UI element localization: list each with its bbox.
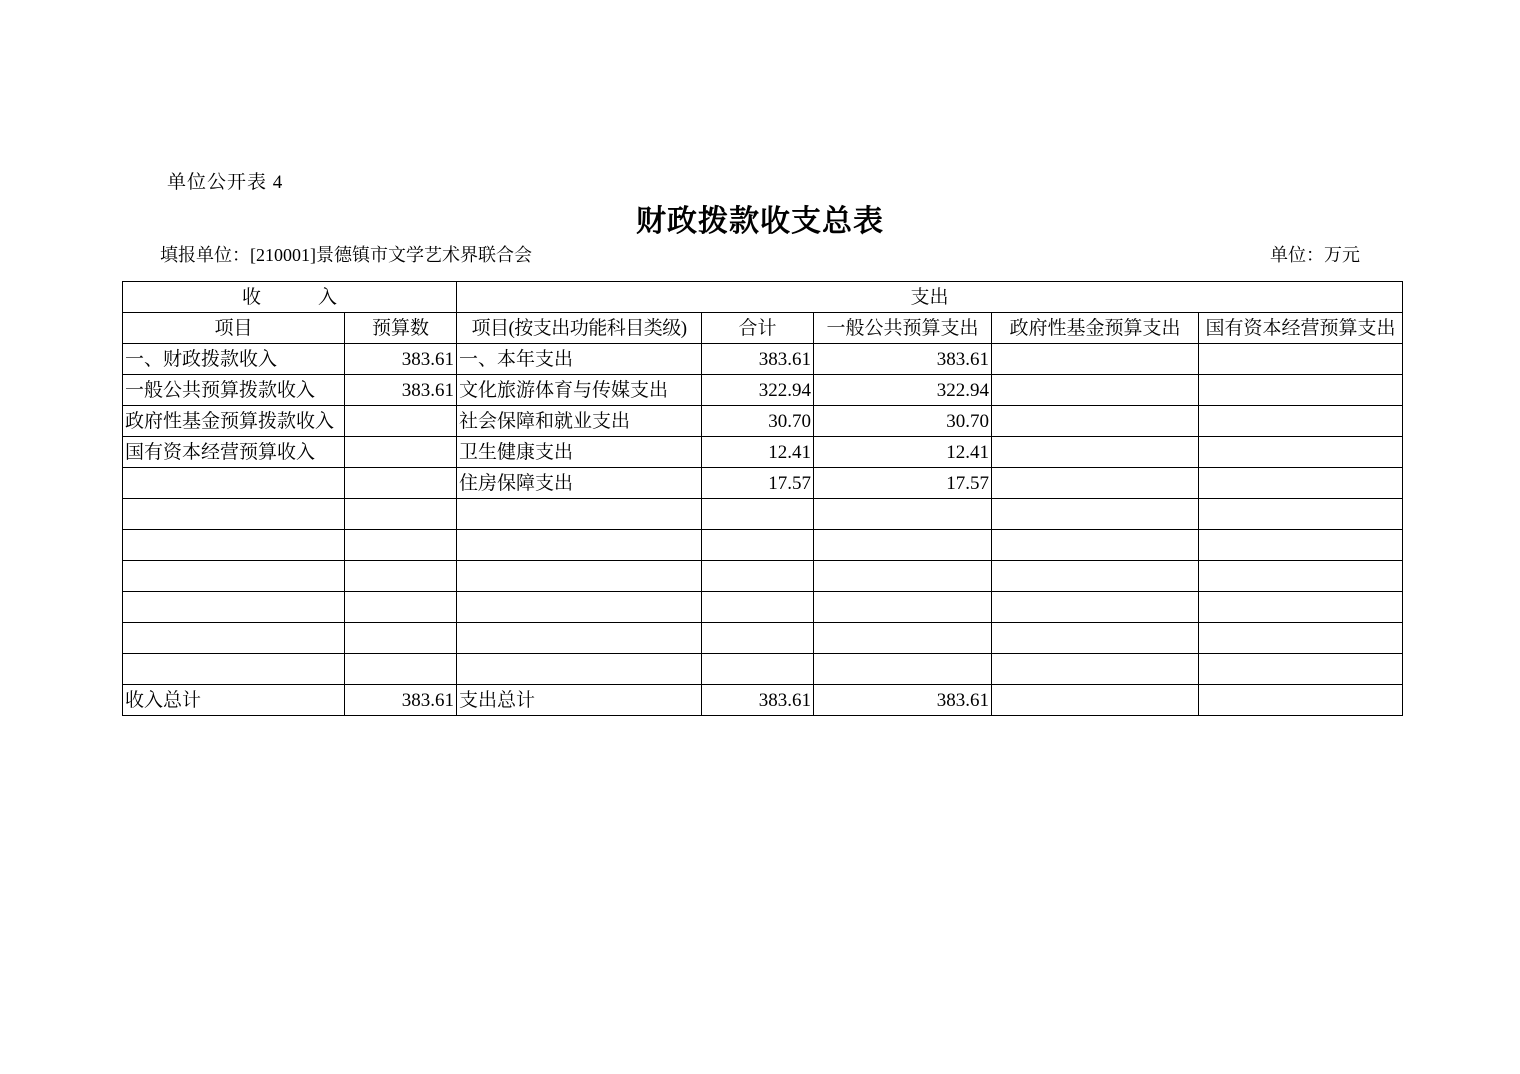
- cell-income-item: [123, 592, 345, 623]
- cell-expense-total-label: 支出总计: [457, 685, 702, 716]
- table-row: [123, 499, 1403, 530]
- cell-expense-total: 30.70: [702, 406, 814, 437]
- table-row: [123, 592, 1403, 623]
- cell-expense-item: [457, 654, 702, 685]
- section-header-row: [123, 282, 1403, 313]
- reporting-unit: 填报单位：[210001]景德镇市文学艺术界联合会: [160, 245, 532, 265]
- col-header-general-public-expense: 一般公共预算支出: [814, 313, 992, 344]
- table-row: [123, 530, 1403, 561]
- unit-note: 单位：万元: [1270, 245, 1360, 265]
- cell-income-total-value: 383.61: [345, 685, 457, 716]
- cell-state-capital-expense: [1199, 561, 1403, 592]
- cell-gov-fund-expense: [992, 499, 1199, 530]
- cell-income-item: [123, 561, 345, 592]
- cell-expense-item: [457, 561, 702, 592]
- table-total-row: [123, 685, 1403, 716]
- cell-expense-total: [702, 499, 814, 530]
- col-header-gov-fund-expense: 政府性基金预算支出: [992, 313, 1199, 344]
- cell-expense-item: [457, 623, 702, 654]
- col-header-income-item: 项目: [123, 313, 345, 344]
- cell-income-budget: [345, 623, 457, 654]
- cell-income-item: [123, 499, 345, 530]
- cell-state-capital-expense: [1199, 468, 1403, 499]
- cell-state-capital-expense: [1199, 499, 1403, 530]
- cell-income-budget: [345, 499, 457, 530]
- cell-expense-total: [702, 623, 814, 654]
- budget-table: [122, 281, 1403, 716]
- cell-income-budget: [345, 406, 457, 437]
- col-header-expense-total: 合计: [702, 313, 814, 344]
- cell-general-public-expense: 30.70: [814, 406, 992, 437]
- cell-gov-fund-expense: [992, 437, 1199, 468]
- cell-income-budget: 383.61: [345, 375, 457, 406]
- cell-expense-item: 住房保障支出: [457, 468, 702, 499]
- cell-general-public-expense-total: 383.61: [814, 685, 992, 716]
- cell-expense-total: [702, 530, 814, 561]
- cell-general-public-expense: 383.61: [814, 344, 992, 375]
- cell-general-public-expense: 17.57: [814, 468, 992, 499]
- cell-expense-total: 322.94: [702, 375, 814, 406]
- cell-income-item: [123, 623, 345, 654]
- cell-state-capital-expense: [1199, 654, 1403, 685]
- cell-income-budget: [345, 561, 457, 592]
- cell-state-capital-expense: [1199, 437, 1403, 468]
- cell-income-item: 一般公共预算拨款收入: [123, 375, 345, 406]
- cell-state-capital-expense: [1199, 344, 1403, 375]
- cell-gov-fund-expense: [992, 530, 1199, 561]
- page-title: 财政拨款收支总表: [636, 205, 884, 238]
- cell-income-budget: [345, 437, 457, 468]
- table-row: [123, 623, 1403, 654]
- column-header-row: [123, 313, 1403, 344]
- cell-gov-fund-expense: [992, 592, 1199, 623]
- cell-expense-total: 12.41: [702, 437, 814, 468]
- cell-general-public-expense: [814, 592, 992, 623]
- cell-state-capital-expense: [1199, 623, 1403, 654]
- cell-income-budget: [345, 654, 457, 685]
- cell-gov-fund-expense: [992, 344, 1199, 375]
- cell-expense-grand-total: 383.61: [702, 685, 814, 716]
- cell-state-capital-expense: [1199, 592, 1403, 623]
- cell-state-capital-expense: [1199, 375, 1403, 406]
- cell-expense-item: 卫生健康支出: [457, 437, 702, 468]
- expense-section-header: 支出: [457, 282, 1403, 313]
- cell-expense-item: 社会保障和就业支出: [457, 406, 702, 437]
- cell-income-budget: 383.61: [345, 344, 457, 375]
- cell-expense-total: [702, 654, 814, 685]
- cell-expense-item: [457, 592, 702, 623]
- cell-general-public-expense: 322.94: [814, 375, 992, 406]
- cell-income-item: [123, 654, 345, 685]
- table-row: [123, 437, 1403, 468]
- cell-income-budget: [345, 530, 457, 561]
- col-header-state-capital-expense: 国有资本经营预算支出: [1199, 313, 1403, 344]
- cell-expense-total: 17.57: [702, 468, 814, 499]
- cell-state-capital-expense: [1199, 530, 1403, 561]
- cell-gov-fund-expense: [992, 375, 1199, 406]
- cell-income-item: [123, 468, 345, 499]
- cell-expense-item: 文化旅游体育与传媒支出: [457, 375, 702, 406]
- cell-expense-total: 383.61: [702, 344, 814, 375]
- cell-gov-fund-expense: [992, 406, 1199, 437]
- table-row: [123, 468, 1403, 499]
- cell-income-budget: [345, 592, 457, 623]
- cell-income-budget: [345, 468, 457, 499]
- cell-general-public-expense: [814, 499, 992, 530]
- form-label: 单位公开表 4: [167, 172, 284, 193]
- table-row: [123, 406, 1403, 437]
- cell-income-item: 一、财政拨款收入: [123, 344, 345, 375]
- cell-expense-item: [457, 499, 702, 530]
- cell-general-public-expense: [814, 623, 992, 654]
- cell-gov-fund-expense-total: [992, 685, 1199, 716]
- cell-income-item: 国有资本经营预算收入: [123, 437, 345, 468]
- cell-gov-fund-expense: [992, 468, 1199, 499]
- table-row: [123, 654, 1403, 685]
- cell-state-capital-expense: [1199, 406, 1403, 437]
- cell-gov-fund-expense: [992, 561, 1199, 592]
- cell-expense-total: [702, 592, 814, 623]
- cell-general-public-expense: [814, 530, 992, 561]
- table-row: [123, 561, 1403, 592]
- cell-state-capital-expense-total: [1199, 685, 1403, 716]
- meta-row: [160, 241, 1360, 267]
- cell-general-public-expense: 12.41: [814, 437, 992, 468]
- cell-income-item: 政府性基金预算拨款收入: [123, 406, 345, 437]
- table-row: [123, 344, 1403, 375]
- cell-general-public-expense: [814, 561, 992, 592]
- cell-gov-fund-expense: [992, 623, 1199, 654]
- cell-income-item: [123, 530, 345, 561]
- income-section-header: 收 入: [123, 282, 457, 313]
- cell-expense-item: 一、本年支出: [457, 344, 702, 375]
- col-header-income-budget: 预算数: [345, 313, 457, 344]
- table-row: [123, 375, 1403, 406]
- cell-gov-fund-expense: [992, 654, 1199, 685]
- cell-expense-item: [457, 530, 702, 561]
- cell-general-public-expense: [814, 654, 992, 685]
- cell-expense-total: [702, 561, 814, 592]
- cell-income-total-label: 收入总计: [123, 685, 345, 716]
- col-header-expense-item: 项目(按支出功能科目类级): [457, 313, 702, 344]
